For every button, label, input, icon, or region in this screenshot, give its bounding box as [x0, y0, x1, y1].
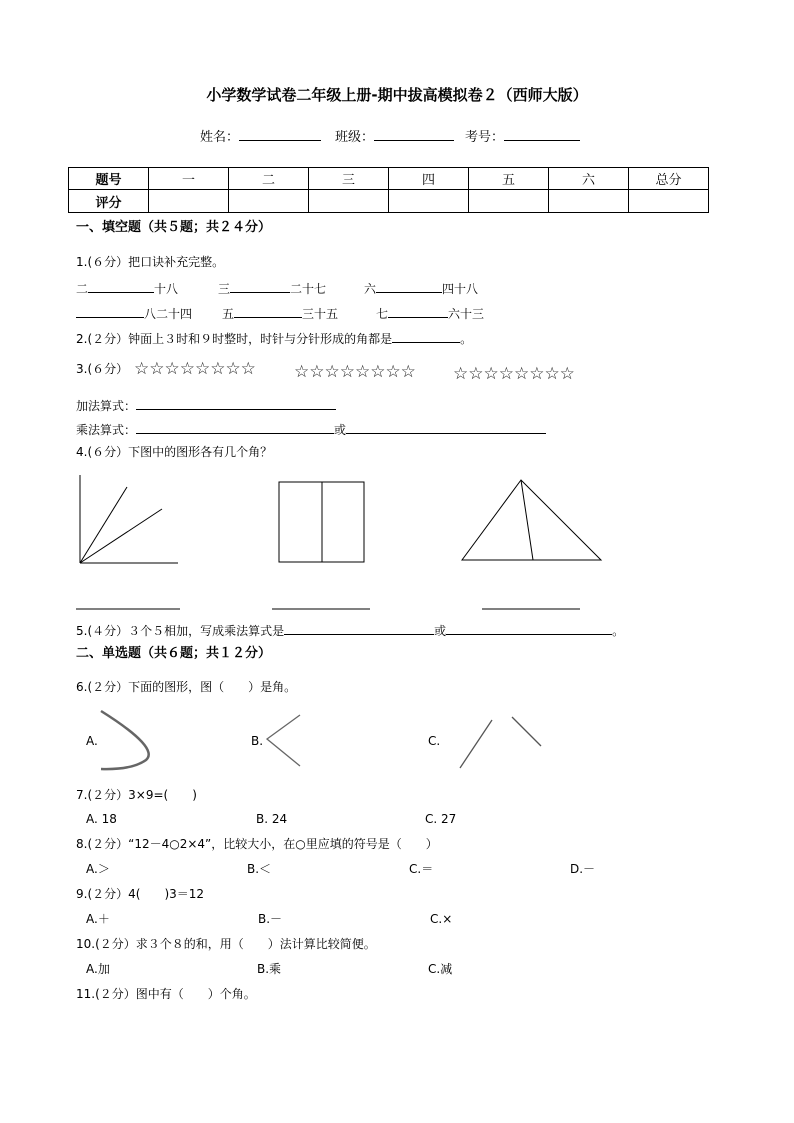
- class-label: 班级：: [335, 130, 375, 145]
- q1-word: 四十八: [442, 282, 479, 296]
- q1-word: 十八: [154, 282, 179, 296]
- option-c[interactable]: C.: [428, 734, 441, 748]
- q1-word: 五: [222, 307, 235, 321]
- name-label: 姓名：: [200, 130, 240, 145]
- page-title: 小学数学试卷二年级上册-期中拔高模拟卷２（西师大版）: [206, 86, 588, 104]
- score-row-label: 评分: [69, 190, 149, 213]
- star-group-a: ☆☆☆☆☆☆☆☆: [134, 359, 256, 379]
- q1-word: 六: [364, 282, 377, 296]
- section-heading: 一、填空题（共５题；共２４分）: [76, 220, 272, 235]
- figure-open-lines: [460, 717, 541, 768]
- question-stem: 9.(２分）4( )3＝12: [76, 887, 205, 901]
- figure-curve: [101, 711, 149, 769]
- exam-label: 考号：: [465, 130, 505, 145]
- score-header-cell: 一: [149, 168, 229, 190]
- question-stem: 2.(２分）钟面上３时和９时整时，时针与分针形成的角都是: [76, 332, 393, 346]
- q1-word: 三: [218, 282, 231, 296]
- option-b[interactable]: B.－: [258, 912, 283, 926]
- q1-word: 八二十四: [144, 307, 193, 321]
- star-group-b: ☆☆☆☆☆☆☆☆: [294, 362, 416, 382]
- or-word: 或: [434, 624, 447, 638]
- option-b[interactable]: B.乘: [257, 962, 282, 976]
- question-stem: 5.(４分）３个５相加，写成乘法算式是: [76, 624, 285, 638]
- question-stem: 10.(２分）求３个８的和，用（ ）法计算比较简便。: [76, 937, 376, 951]
- question-stem: 7.(２分）3×9=( ): [76, 788, 197, 802]
- option-c[interactable]: C. 27: [425, 812, 457, 826]
- question-stem: 6.(２分）下面的图形，图（ ）是角。: [76, 680, 297, 694]
- option-a[interactable]: A.＋: [86, 912, 110, 926]
- multiplication-label: 乘法算式：: [76, 423, 137, 437]
- star-group-c: ☆☆☆☆☆☆☆☆: [453, 364, 575, 384]
- score-header-cell: 题号: [69, 168, 149, 190]
- or-word: 或: [334, 423, 347, 437]
- option-b[interactable]: B. 24: [256, 812, 288, 826]
- option-a[interactable]: A. 18: [86, 812, 117, 826]
- score-header-cell: 三: [309, 168, 389, 190]
- option-d[interactable]: D.－: [570, 862, 596, 876]
- option-b[interactable]: B.＜: [247, 862, 272, 876]
- score-header-cell: 二: [229, 168, 309, 190]
- option-a[interactable]: A.加: [86, 962, 110, 976]
- question-stem: 3.(６分）: [76, 362, 129, 376]
- option-c[interactable]: C.×: [430, 912, 453, 926]
- option-a[interactable]: A.: [86, 734, 98, 748]
- score-header-cell: 总分: [629, 168, 709, 190]
- q1-word: 三十五: [302, 307, 339, 321]
- score-header-cell: 四: [389, 168, 469, 190]
- question-stem: 8.(２分）“12－4○2×4”，比较大小，在○里应填的符号是（ ）: [76, 837, 438, 851]
- punctuation: 。: [612, 624, 625, 638]
- q1-word: 二十七: [290, 282, 327, 296]
- q1-word: 七: [376, 307, 389, 321]
- section-heading: 二、单选题（共６题；共１２分）: [76, 646, 272, 661]
- option-b[interactable]: B.: [251, 734, 264, 748]
- figure-angle: [267, 715, 300, 766]
- option-c[interactable]: C.减: [428, 962, 453, 976]
- q1-word: 六十三: [448, 307, 485, 321]
- score-header-cell: 五: [469, 168, 549, 190]
- question-stem: 4.(６分）下图中的图形各有几个角？: [76, 445, 273, 459]
- addition-label: 加法算式：: [76, 399, 137, 413]
- question-stem: 1.(６分）把口诀补充完整。: [76, 255, 225, 269]
- q1-word: 二: [76, 282, 89, 296]
- punctuation: 。: [460, 332, 473, 346]
- option-a[interactable]: A.＞: [86, 862, 110, 876]
- score-header-cell: 六: [549, 168, 629, 190]
- question-stem: 11.(２分）图中有（ ）个角。: [76, 987, 256, 1001]
- option-c[interactable]: C.＝: [409, 862, 434, 876]
